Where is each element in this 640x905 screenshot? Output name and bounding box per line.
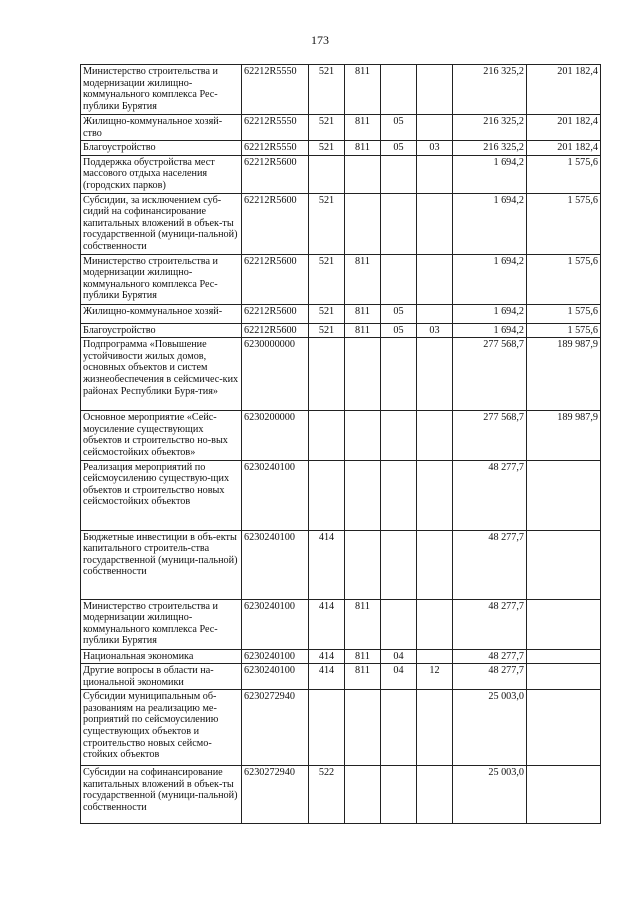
row-sum-2: 1 575,6 [527,304,601,323]
row-vr [309,460,345,530]
row-sum-2 [527,664,601,690]
row-rz: 05 [381,304,417,323]
row-grbs: 811 [345,649,381,664]
row-pr [417,411,453,460]
row-sum-1: 277 568,7 [453,411,527,460]
table-row [81,411,601,460]
row-rz [381,254,417,304]
table-row [81,65,601,115]
row-sum-1: 1 694,2 [453,155,527,193]
row-name: Благоустройство [81,141,242,156]
table-row [81,460,601,530]
table-row [81,766,601,824]
row-sum-1: 25 003,0 [453,766,527,824]
row-name: Благоустройство [81,323,242,338]
row-sum-1: 48 277,7 [453,664,527,690]
row-sum-1: 216 325,2 [453,141,527,156]
row-code: 6230272940 [242,766,309,824]
row-sum-1: 216 325,2 [453,65,527,115]
budget-table [80,64,601,824]
row-sum-1: 1 694,2 [453,254,527,304]
row-code: 62212R5600 [242,304,309,323]
row-grbs [345,338,381,411]
row-pr [417,649,453,664]
row-name: Министерство строительства и модернизации жилищно-коммунального комплекса Рес-публики Бурятия [81,65,242,115]
row-sum-1: 25 003,0 [453,690,527,766]
row-name: Подпрограмма «Повышение устойчивости жилых домов, основных объектов и систем жизнеобеспечения в сейсмичес-ких районах Республики Буря-тия» [81,338,242,411]
row-sum-1: 1 694,2 [453,323,527,338]
row-pr [417,304,453,323]
row-code: 62212R5600 [242,323,309,338]
row-code: 62212R5600 [242,155,309,193]
row-grbs [345,690,381,766]
row-pr: 12 [417,664,453,690]
row-sum-2 [527,766,601,824]
row-vr [309,155,345,193]
row-name: Министерство строительства и модернизации жилищно-коммунального комплекса Рес-публики Бурятия [81,599,242,649]
row-pr [417,530,453,599]
row-pr [417,460,453,530]
row-sum-1: 277 568,7 [453,338,527,411]
row-code: 62212R5550 [242,141,309,156]
row-vr: 521 [309,141,345,156]
table-row [81,599,601,649]
row-rz: 04 [381,664,417,690]
row-pr: 03 [417,323,453,338]
row-rz [381,530,417,599]
row-grbs: 811 [345,599,381,649]
row-vr: 414 [309,530,345,599]
table-body [81,65,601,824]
row-sum-2: 1 575,6 [527,323,601,338]
row-rz [381,766,417,824]
row-name: Субсидии, за исключением суб-сидий на софинансирование капитальных вложений в объек-ты государственной (муници-пальной) собственности [81,193,242,254]
row-sum-1: 48 277,7 [453,649,527,664]
row-code: 6230240100 [242,664,309,690]
row-code: 62212R5550 [242,65,309,115]
row-name: Субсидии на софинансирование капитальных вложений в объек-ты государственной (муници-пальной) собственности [81,766,242,824]
row-name: Поддержка обустройства мест массового отдыха населения (городских парков) [81,155,242,193]
row-rz: 05 [381,141,417,156]
table-row [81,530,601,599]
row-sum-1: 216 325,2 [453,115,527,141]
row-rz [381,155,417,193]
row-vr: 521 [309,323,345,338]
row-grbs [345,155,381,193]
row-sum-2: 201 182,4 [527,115,601,141]
row-pr [417,690,453,766]
row-grbs: 811 [345,254,381,304]
row-sum-2: 201 182,4 [527,141,601,156]
row-code: 62212R5600 [242,193,309,254]
row-code: 6230272940 [242,690,309,766]
table-row [81,141,601,156]
row-sum-2 [527,460,601,530]
row-pr [417,338,453,411]
row-vr: 521 [309,304,345,323]
table-row [81,193,601,254]
row-rz: 05 [381,115,417,141]
row-vr: 414 [309,599,345,649]
row-code: 6230000000 [242,338,309,411]
table-row [81,690,601,766]
row-pr [417,766,453,824]
row-name: Жилищно-коммунальное хозяй- [81,304,242,323]
row-pr [417,155,453,193]
row-code: 6230200000 [242,411,309,460]
row-rz: 04 [381,649,417,664]
row-vr: 521 [309,115,345,141]
row-name: Реализация мероприятий по сейсмоусилению существую-щих объектов и строительство новых сейсмостойких объектов [81,460,242,530]
row-sum-2: 189 987,9 [527,411,601,460]
row-sum-1: 1 694,2 [453,193,527,254]
row-sum-2: 201 182,4 [527,65,601,115]
row-grbs: 811 [345,323,381,338]
row-rz: 05 [381,323,417,338]
row-name: Национальная экономика [81,649,242,664]
table-row [81,254,601,304]
row-code: 6230240100 [242,460,309,530]
row-vr [309,411,345,460]
table-row [81,649,601,664]
row-sum-2 [527,649,601,664]
page-number: 173 [311,33,329,47]
row-sum-1: 48 277,7 [453,599,527,649]
row-pr [417,65,453,115]
row-name: Жилищно-коммунальное хозяй-ство [81,115,242,141]
row-grbs [345,530,381,599]
table-row [81,664,601,690]
row-sum-2 [527,599,601,649]
row-pr [417,599,453,649]
row-rz [381,338,417,411]
row-grbs [345,193,381,254]
row-sum-1: 48 277,7 [453,460,527,530]
row-pr [417,254,453,304]
row-grbs: 811 [345,304,381,323]
row-name: Бюджетные инвестиции в объ-екты капитального строитель-ства государственной (муници-пальной) собственности [81,530,242,599]
row-sum-2: 1 575,6 [527,193,601,254]
row-name: Другие вопросы в области на-циональной экономики [81,664,242,690]
row-sum-2: 1 575,6 [527,254,601,304]
row-vr: 521 [309,193,345,254]
row-code: 6230240100 [242,599,309,649]
row-pr [417,115,453,141]
row-sum-1: 1 694,2 [453,304,527,323]
row-code: 6230240100 [242,530,309,599]
table-row [81,155,601,193]
row-vr: 521 [309,65,345,115]
row-vr: 522 [309,766,345,824]
row-vr [309,690,345,766]
row-sum-1: 48 277,7 [453,530,527,599]
row-vr: 521 [309,254,345,304]
row-name: Министерство строительства и модернизации жилищно-коммунального комплекса Рес-публики Бурятия [81,254,242,304]
row-name: Основное мероприятие «Сейс-моусиление существующих объектов и строительство но-вых сейсмостойких объектов» [81,411,242,460]
row-sum-2: 1 575,6 [527,155,601,193]
row-rz [381,411,417,460]
row-grbs: 811 [345,115,381,141]
row-grbs: 811 [345,65,381,115]
row-sum-2: 189 987,9 [527,338,601,411]
row-rz [381,599,417,649]
row-sum-2 [527,690,601,766]
row-rz [381,65,417,115]
row-vr [309,338,345,411]
row-rz [381,460,417,530]
row-code: 6230240100 [242,649,309,664]
row-rz [381,690,417,766]
row-rz [381,193,417,254]
row-name: Субсидии муниципальным об-разованиям на реализацию ме-роприятий по сейсмоусилению существующих объектов и строительство новых сейсмо-стойких объектов [81,690,242,766]
row-grbs [345,766,381,824]
table-row [81,323,601,338]
row-pr [417,193,453,254]
row-vr: 414 [309,664,345,690]
row-pr: 03 [417,141,453,156]
row-sum-2 [527,530,601,599]
table-row [81,304,601,323]
row-grbs: 811 [345,141,381,156]
table-row [81,338,601,411]
table-row [81,115,601,141]
row-code: 62212R5550 [242,115,309,141]
row-grbs [345,460,381,530]
row-grbs [345,411,381,460]
row-vr: 414 [309,649,345,664]
row-grbs: 811 [345,664,381,690]
row-code: 62212R5600 [242,254,309,304]
